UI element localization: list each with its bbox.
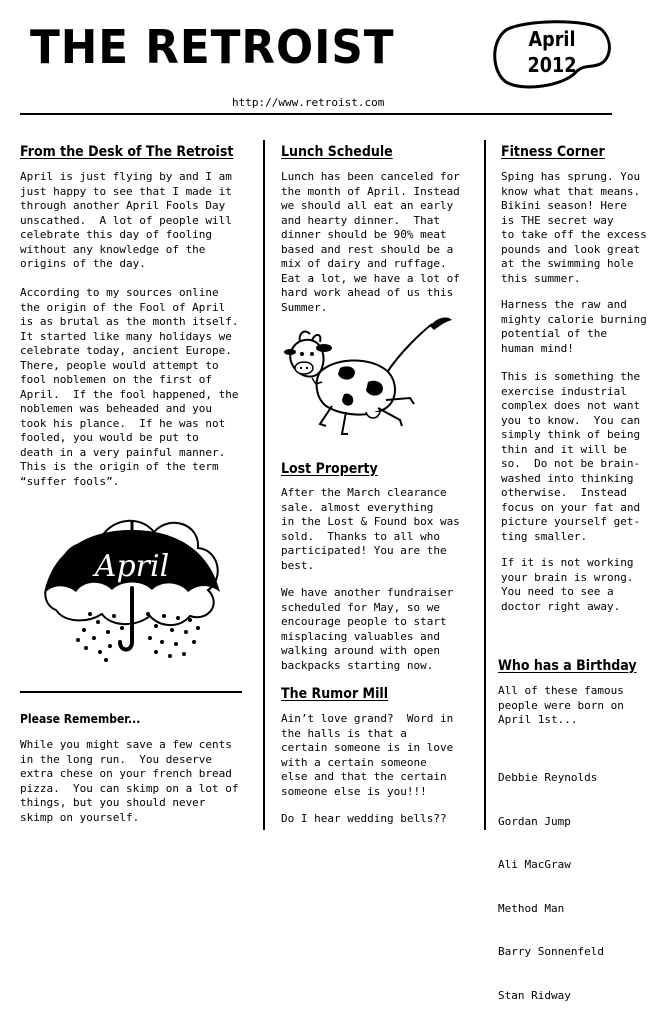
- section-divider: [20, 691, 242, 693]
- umbrella-illustration: [38, 492, 228, 672]
- umbrella-word: April: [94, 549, 170, 584]
- fitness-paragraph-2: Harness the raw and mighty calorie burning potential of the human mind!: [501, 298, 647, 355]
- fitness-heading: Fitness Corner: [501, 144, 605, 160]
- birthday-name: Stan Ridway: [498, 988, 571, 1002]
- fitness-paragraph-3: This is something the exercise industrial complex does not want you to know. You can simply think of being thin and it will be so. Do not be brain- washed into thinking otherwise. Instead focus on your fat and picture yourself get- ting smaller.: [501, 370, 641, 543]
- rumor-paragraph-1: Ain’t love grand? Word in the halls is that a certain someone is in love with a certain someone else and that the certain someone else is you!!!: [281, 712, 454, 798]
- desk-heading: From the Desk of The Retroist: [20, 144, 234, 160]
- cow-tail-tuft-icon: [430, 318, 452, 330]
- issue-month: April: [528, 27, 576, 51]
- column-divider-right: [484, 140, 486, 830]
- cow-illustration: [282, 312, 460, 440]
- rumor-paragraph-2: Do I hear wedding bells??: [281, 812, 447, 825]
- lunch-heading: Lunch Schedule: [281, 144, 393, 160]
- remember-text: While you might save a few cents in the long run. You deserve extra chese on your french bread pizza. You can skimp on a lot of things, but you should never skimp on yourself.: [20, 738, 239, 824]
- birthday-name: Barry Sonnenfeld: [498, 945, 604, 958]
- lost-paragraph-2: We have another fundraiser scheduled for May, so we encourage people to start misplacing valuables and walking around with open backpacks starting now.: [281, 586, 454, 672]
- issue-year: 2012: [527, 53, 577, 77]
- birthday-intro: All of these famous people were born on April 1st...: [498, 684, 624, 726]
- issue-date: [508, 26, 596, 78]
- birthday-name: Method Man: [498, 901, 565, 915]
- remember-heading: Please Remember...: [20, 712, 141, 726]
- fitness-paragraph-4: If it is not working your brain is wrong. You need to see a doctor right away.: [501, 556, 634, 613]
- newsletter-title: THE RETROIST: [30, 20, 395, 74]
- birthday-name-list: [498, 742, 604, 1018]
- site-url[interactable]: http://www.retroist.com: [232, 96, 385, 109]
- desk-paragraph-2: According to my sources online the origin of the Fool of April is as brutal as the month itself. It started like many holidays we celebrate today, ancient Europe. There, people would attempt to fool noblemen on the first of April. If the fool happened, the noblemen was beheaded and you took his plance. If he was not fooled, you would be put to death in a very painful manner. This is the origin of the term “suffer fools”.: [20, 286, 239, 488]
- lost-heading: Lost Property: [281, 461, 378, 477]
- desk-paragraph-1: April is just flying by and I am just happy to see that I made it through another April Fools Day unscathed. A lot of people will celebrate this day of fooling without any knowledge of the origins of the day.: [20, 170, 232, 270]
- fitness-paragraph-1: Sping has sprung. You know what that means. Bikini season! Here is THE secret way to take off the excess pounds and look great at the swimming hole this summer.: [501, 170, 647, 285]
- rumor-heading: The Rumor Mill: [281, 686, 389, 702]
- birthday-name: Gordan Jump: [498, 814, 571, 828]
- lunch-text: Lunch has been canceled for the month of April. Instead we should all eat an early and hearty dinner. That dinner should be 90% meat based and rest should be a mix of dairy and ruffage. Eat a lot, we have a lot of hard work ahead of us this Summer.: [281, 170, 460, 314]
- header-divider: [20, 113, 612, 115]
- birthday-heading: Who has a Birthday: [498, 658, 637, 674]
- birthday-name: Ali MacGraw: [498, 858, 571, 871]
- birthday-name: Debbie Reynolds: [498, 771, 598, 784]
- lost-paragraph-1: After the March clearance sale. almost everything in the Lost & Found box was sold. Thanks to all who participated! You are the best.: [281, 486, 460, 572]
- column-divider-left: [263, 140, 265, 830]
